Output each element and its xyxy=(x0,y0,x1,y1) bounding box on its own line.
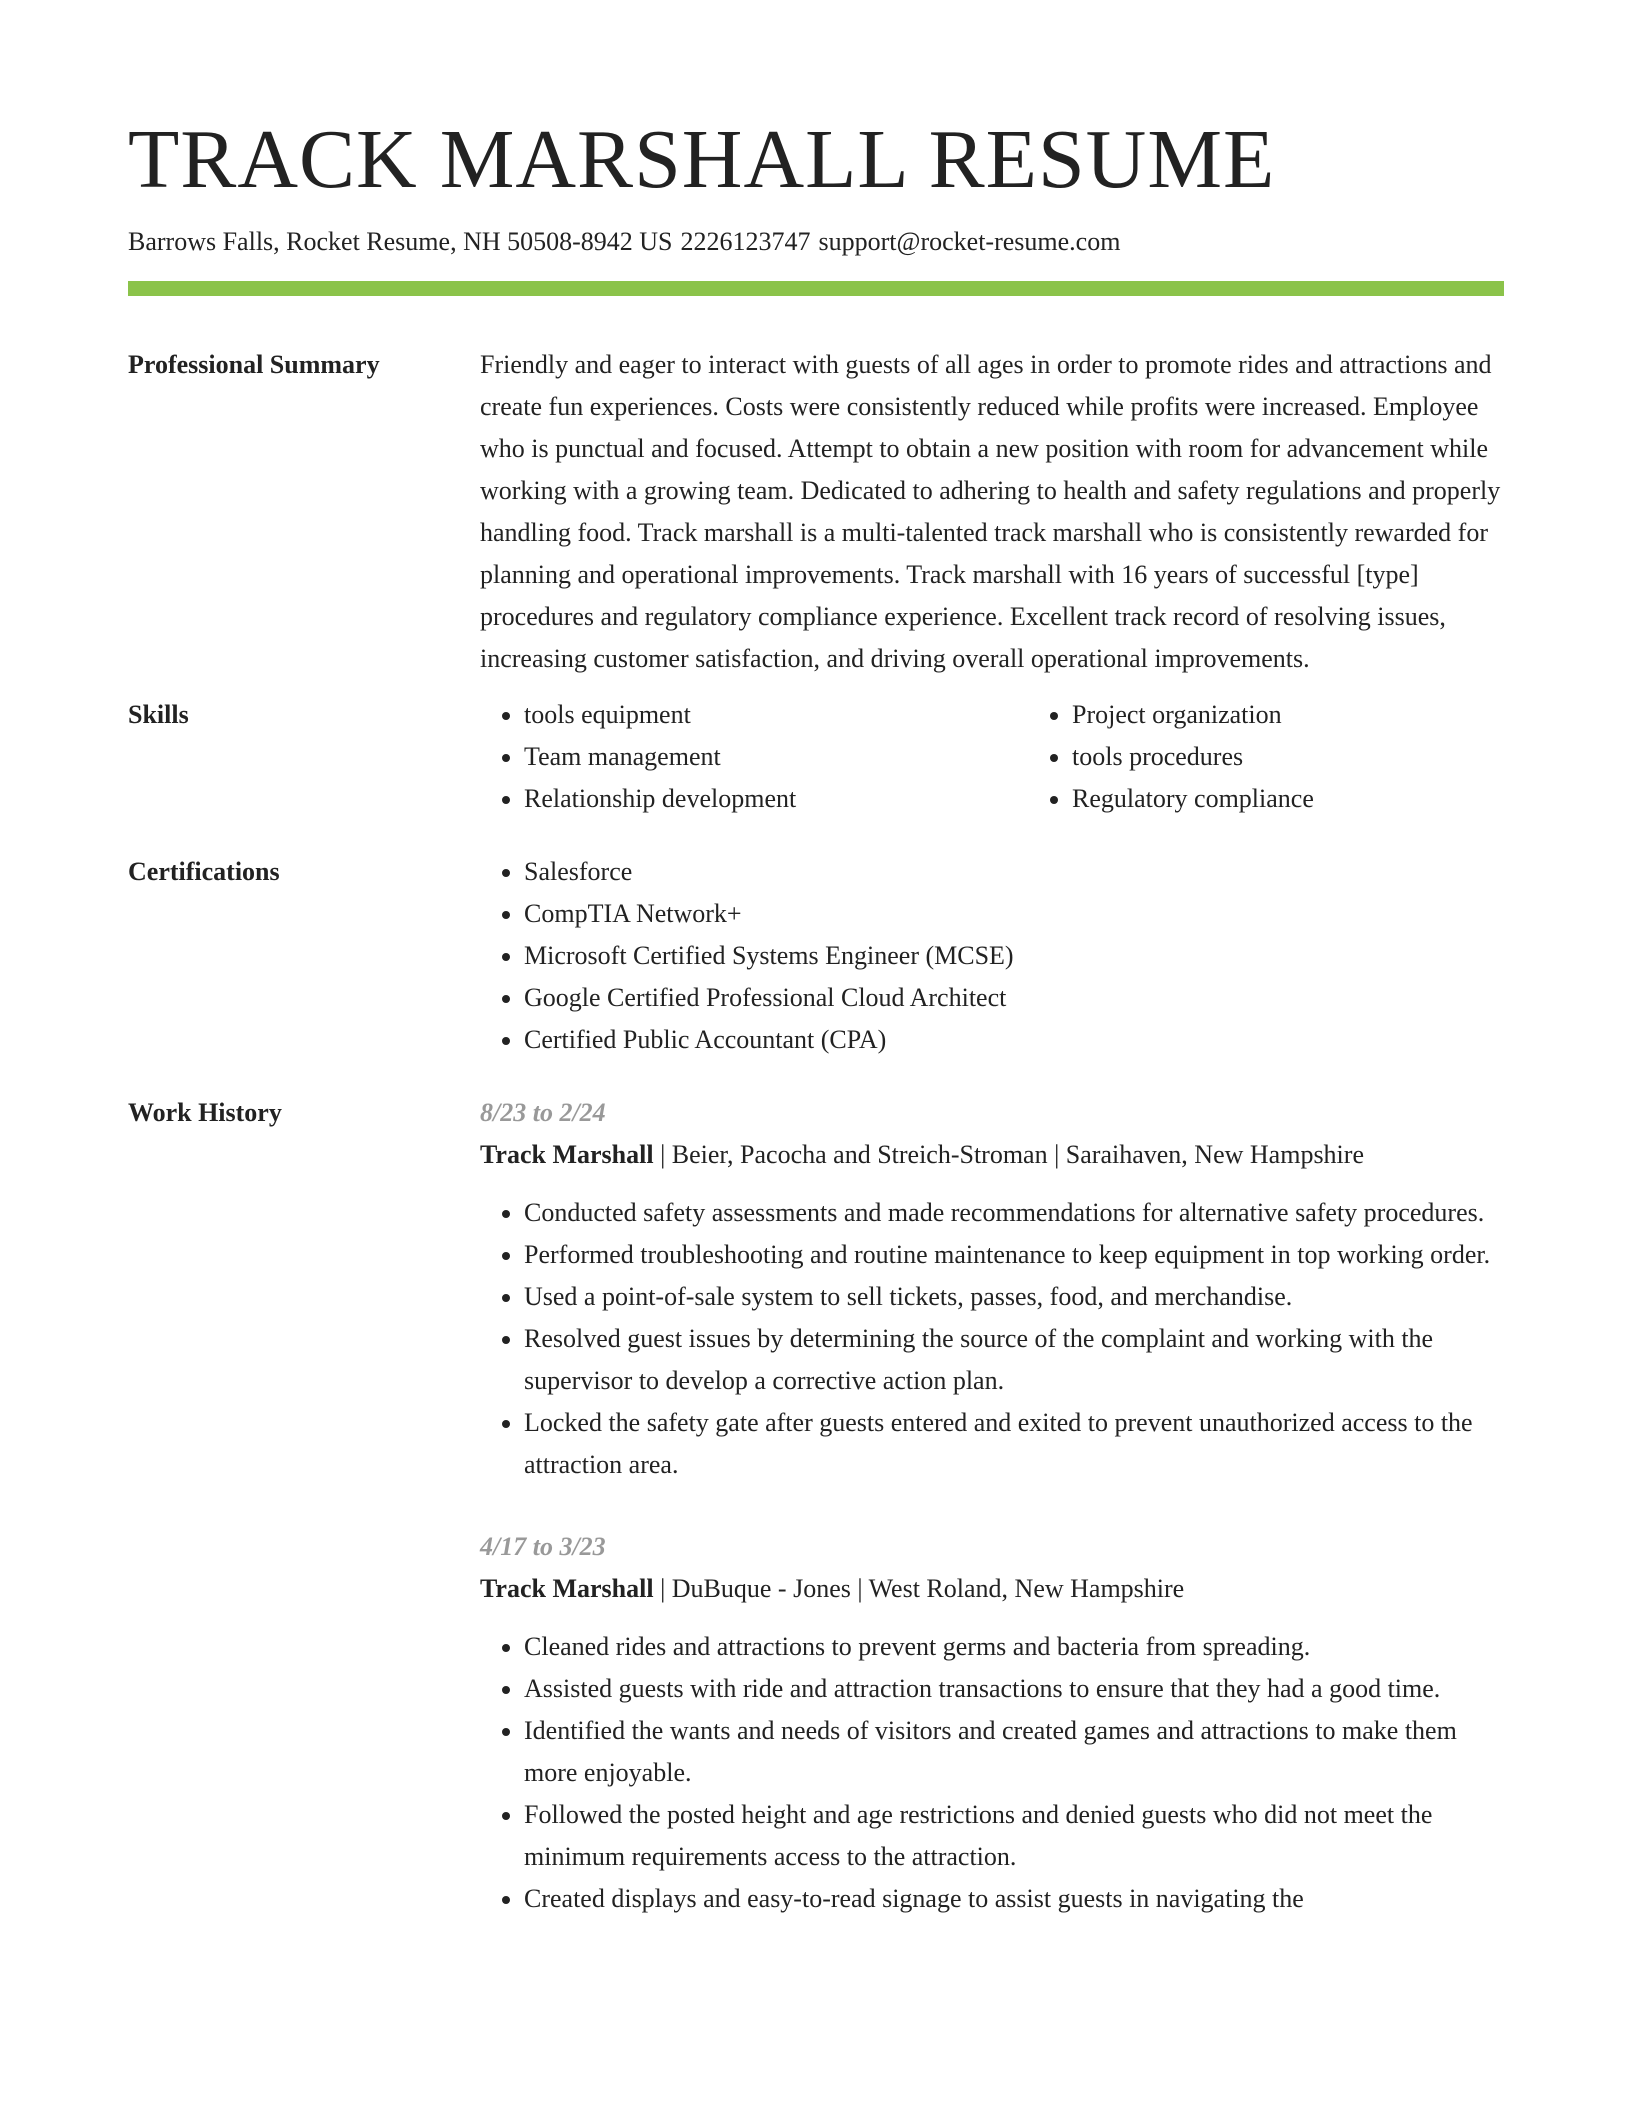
section-label: Professional Summary xyxy=(128,350,380,380)
section-professional-summary xyxy=(128,344,1504,680)
certification-item: • CompTIA Network+ xyxy=(524,893,1504,935)
summary-text: Friendly and eager to interact with guests of all ages in order to promote rides and attractions and create fun experiences. Costs were consistently reduced while profits were increased. Employee who is punctual and focused. Attempt to obtain a new position with room for advancement while working with a growing team. Dedicated to adhering to health and safety regulations and properly handling food. Track marshall is a multi-talented track marshall who is consistently rewarded for planning and operational improvements. Track marshall with 16 years of successful [type] procedures and regulatory compliance experience. Excellent track record of resolving issues, increasing customer satisfaction, and driving overall operational improvements. xyxy=(480,350,1501,674)
section-label: Work History xyxy=(128,1098,282,1128)
job-bullet: • Cleaned rides and attractions to prevent germs and bacteria from spreading. xyxy=(524,1626,1504,1668)
job-bullet: • Created displays and easy-to-read signage to assist guests in navigating the xyxy=(524,1878,1504,1920)
job-heading xyxy=(480,1134,1504,1176)
skills-list-left xyxy=(480,694,1028,820)
job-bullets xyxy=(480,1192,1504,1486)
job-bullet: • Conducted safety assessments and made recommendations for alternative safety procedures. xyxy=(524,1192,1504,1234)
certification-item: • Microsoft Certified Systems Engineer (MCSE) xyxy=(524,935,1504,977)
job-bullet: • Assisted guests with ride and attraction transactions to ensure that they had a good time. xyxy=(524,1668,1504,1710)
job-details: | Beier, Pacocha and Streich-Stroman | Saraihaven, New Hampshire xyxy=(653,1140,1364,1170)
skill-item: • Team management xyxy=(524,736,1028,778)
contact-line xyxy=(128,226,1504,257)
certification-item: • Google Certified Professional Cloud Architect xyxy=(524,977,1504,1019)
job-dates: 4/17 to 3/23 xyxy=(480,1532,606,1562)
section-work-history xyxy=(128,1092,1504,1960)
skill-item: • Relationship development xyxy=(524,778,1028,820)
section-skills xyxy=(128,694,1504,820)
contact-address: Barrows Falls, Rocket Resume, NH 50508-8942 US xyxy=(128,227,673,256)
job-heading xyxy=(480,1568,1504,1610)
job-details: | DuBuque - Jones | West Roland, New Hampshire xyxy=(653,1574,1185,1604)
section-certifications xyxy=(128,851,1504,1061)
section-label: Skills xyxy=(128,700,189,730)
certification-item: • Salesforce xyxy=(524,851,1504,893)
job-bullet: • Identified the wants and needs of visitors and created games and attractions to make them more enjoyable. xyxy=(524,1710,1504,1794)
certifications-list xyxy=(480,851,1504,1061)
job-bullet: • Locked the safety gate after guests entered and exited to prevent unauthorized access to the attraction area. xyxy=(524,1402,1504,1486)
resume-title: TRACK MARSHALL RESUME xyxy=(128,113,1276,206)
job-title: Track Marshall xyxy=(480,1140,654,1170)
resume-page xyxy=(128,113,1504,1960)
skill-item: • tools procedures xyxy=(1072,736,1576,778)
header-divider xyxy=(128,281,1504,296)
skill-item: • Regulatory compliance xyxy=(1072,778,1576,820)
job-bullet: • Used a point-of-sale system to sell tickets, passes, food, and merchandise. xyxy=(524,1276,1504,1318)
contact-email: support@rocket-resume.com xyxy=(818,227,1121,256)
job-title: Track Marshall xyxy=(480,1574,654,1604)
job-entry xyxy=(480,1092,1504,1486)
job-dates: 8/23 to 2/24 xyxy=(480,1098,606,1128)
skills-list-right xyxy=(1028,694,1576,820)
job-entry xyxy=(480,1526,1504,1920)
certification-item: • Certified Public Accountant (CPA) xyxy=(524,1019,1504,1061)
job-bullet: • Performed troubleshooting and routine maintenance to keep equipment in top working order. xyxy=(524,1234,1504,1276)
contact-phone: 2226123747 xyxy=(680,227,811,256)
job-bullets xyxy=(480,1626,1504,1920)
job-bullet: • Followed the posted height and age restrictions and denied guests who did not meet the minimum requirements access to the attraction. xyxy=(524,1794,1504,1878)
skill-item: • tools equipment xyxy=(524,694,1028,736)
skill-item: • Project organization xyxy=(1072,694,1576,736)
job-bullet: • Resolved guest issues by determining the source of the complaint and working with the supervisor to develop a corrective action plan. xyxy=(524,1318,1504,1402)
section-label: Certifications xyxy=(128,857,280,887)
